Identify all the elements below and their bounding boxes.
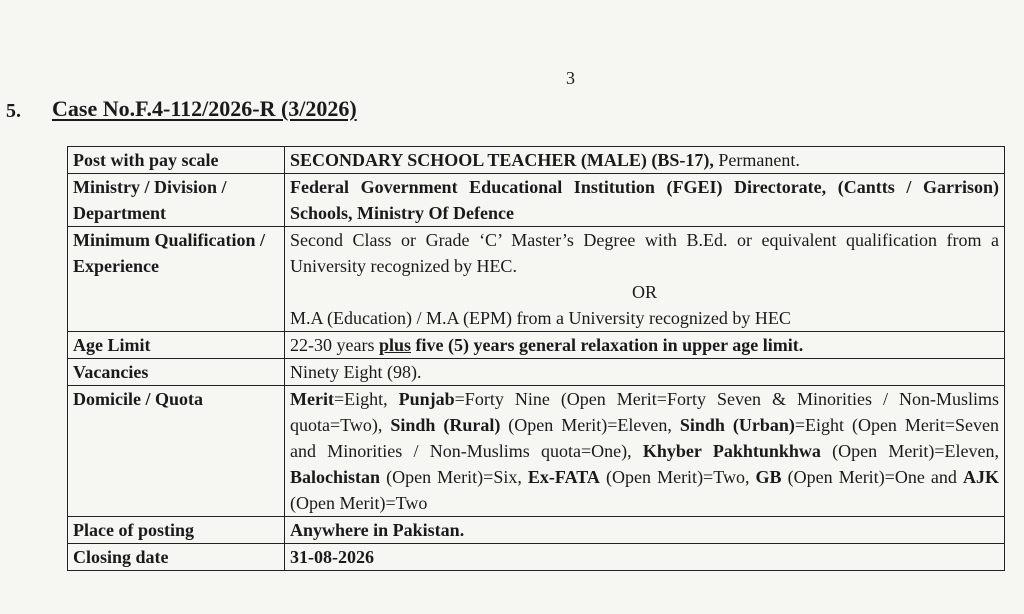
ministry-value: Federal Government Educational Institution (FGEI) Directorate, (Cantts / Garrison) Schools, Ministry Of Defence: [285, 174, 1005, 227]
qualification-value: [285, 227, 1005, 332]
quota-gb-label: GB: [755, 467, 782, 487]
page-number: 3: [566, 68, 575, 88]
age-value: [285, 332, 1005, 359]
table-row-ministry: [68, 174, 1005, 227]
qualification-option-2: M.A (Education) / M.A (EPM) from a University recognized by HEC: [290, 308, 791, 328]
closing-label: Closing date: [68, 544, 285, 571]
table-row-vacancies: [68, 359, 1005, 386]
post-type: Permanent.: [713, 150, 800, 170]
quota-sindh-rural-label: Sindh (Rural): [390, 415, 501, 435]
table-row-qualification: [68, 227, 1005, 332]
quota-ajk-label: AJK: [962, 467, 999, 487]
posting-value: Anywhere in Pakistan.: [285, 517, 1005, 544]
age-relaxation: five (5) years general relaxation in upper age limit.: [411, 335, 804, 355]
posting-label: Place of posting: [68, 517, 285, 544]
age-range: 22-30 years: [290, 335, 379, 355]
post-label: Post with pay scale: [68, 147, 285, 174]
domicile-label: Domicile / Quota: [68, 386, 285, 517]
quota-sindh-urban-label: Sindh (Urban): [679, 415, 795, 435]
age-label: Age Limit: [68, 332, 285, 359]
qualification-label: Minimum Qualification / Experience: [68, 227, 285, 332]
quota-merit-value: =Eight,: [333, 389, 399, 409]
quota-sindh-urban-value: =Eight (Open Merit=Seven and Minorities / Non-Muslims quota=One),: [290, 415, 1000, 461]
table-row-closing: [68, 544, 1005, 571]
case-details-table: [67, 146, 1005, 571]
domicile-value: [285, 386, 1005, 517]
age-plus: plus: [378, 335, 412, 355]
table-row-post: [68, 147, 1005, 174]
quota-sindh-rural-value: (Open Merit)=Eleven,: [500, 415, 680, 435]
table-row-domicile: [68, 386, 1005, 517]
post-value: [285, 147, 1005, 174]
vacancies-label: Vacancies: [68, 359, 285, 386]
case-title: Case No.F.4-112/2026-R (3/2026): [52, 96, 357, 121]
quota-kp-value: (Open Merit)=Eleven,: [820, 441, 999, 461]
quota-gb-value: (Open Merit)=One and: [781, 467, 963, 487]
quota-fata-value: (Open Merit)=Two,: [599, 467, 756, 487]
quota-punjab-label: Punjab: [398, 389, 455, 409]
closing-value: 31-08-2026: [285, 544, 1005, 571]
table-row-age: [68, 332, 1005, 359]
quota-balochistan-value: (Open Merit)=Six,: [380, 467, 528, 487]
table-row-posting: [68, 517, 1005, 544]
quota-fata-label: Ex-FATA: [527, 467, 600, 487]
quota-punjab-value: =Forty Nine (Open Merit=Forty Seven & Minorities / Non-Muslims quota=Two),: [290, 389, 999, 435]
qualification-or: OR: [631, 282, 657, 302]
case-item-number: 5.: [6, 100, 21, 122]
qualification-option-1: Second Class or Grade ‘C’ Master’s Degree with B.Ed. or equivalent qualification from a University recognized by HEC.: [290, 230, 999, 276]
quota-kp-label: Khyber Pakhtunkhwa: [642, 441, 821, 461]
quota-ajk-value: (Open Merit)=Two: [290, 493, 428, 513]
vacancies-value: Ninety Eight (98).: [285, 359, 1005, 386]
quota-balochistan-label: Balochistan: [290, 467, 381, 487]
quota-merit-label: Merit: [290, 389, 334, 409]
ministry-label: Ministry / Division / Department: [68, 174, 285, 227]
post-title: SECONDARY SCHOOL TEACHER (MALE) (BS-17),: [290, 150, 714, 170]
